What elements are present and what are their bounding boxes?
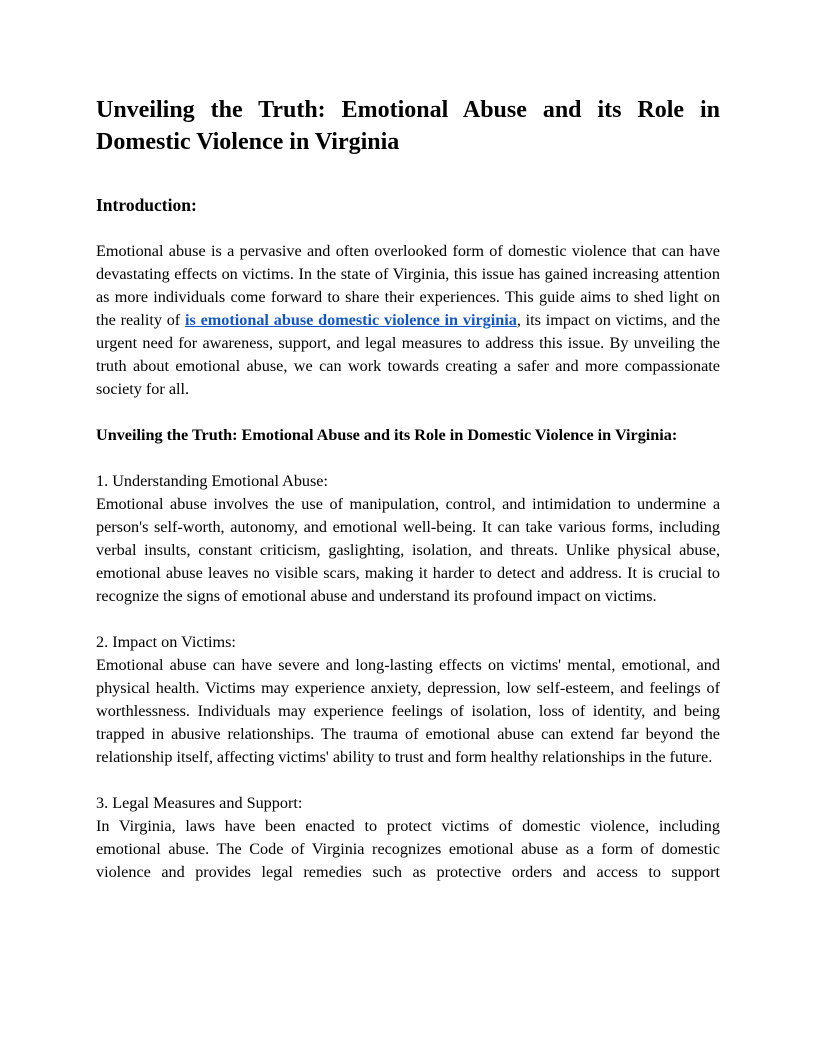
item-body: Emotional abuse involves the use of manipulation, control, and intimidation to undermine a person's self-worth, autonomy, and emotional well-being. It can take various forms, including verbal insults, constant criticism, gaslighting, isolation, and threats. Unlike physical abuse, emotional abuse leaves no visible scars, making it harder to detect and address. It is crucial to recognize the signs of emotional abuse and understand its profound impact on victims. [96,495,720,605]
document-title: Unveiling the Truth: Emotional Abuse and its Role in Domestic Violence in Virginia [96,97,720,155]
intro-paragraph [96,240,720,401]
section-heading: Unveiling the Truth: Emotional Abuse and its Role in Domestic Violence in Virginia: [96,426,678,444]
intro-heading: Introduction: [96,195,197,215]
intro-text-before-link: Emotional abuse is a pervasive and often overlooked form of domestic violence that can have devastating effects on victims. In the state of Virginia, this issue has gained increasing attention as more individuals come forward to share their experiences. This guide aims to shed light on the reality of [96,242,720,329]
item-impact [96,631,720,769]
item-title: 1. Understanding Emotional Abuse: [96,472,328,490]
item-body: In Virginia, laws have been enacted to protect victims of domestic violence, including emotional abuse. The Code of Virginia recognizes emotional abuse as a form of domestic violence and provides legal remedies such as protective orders and access to support [96,817,720,881]
item-title: 2. Impact on Victims: [96,633,236,651]
item-legal [96,792,720,884]
document-page [96,94,720,884]
intro-text-after-link: , its impact on victims, and the urgent need for awareness, support, and legal measures to address this issue. By unveiling the truth about emotional abuse, we can work towards creating a safer and more compassionate society for all. [96,311,721,398]
item-title: 3. Legal Measures and Support: [96,794,303,812]
item-understanding [96,470,720,608]
emotional-abuse-link[interactable]: is emotional abuse domestic violence in virginia [185,311,517,329]
item-body: Emotional abuse can have severe and long-lasting effects on victims' mental, emotional, and physical health. Victims may experience anxiety, depression, low self-esteem, and feelings of worthlessness. Individuals may experience feelings of isolation, loss of identity, and being trapped in abusive relationships. The trauma of emotional abuse can extend far beyond the relationship itself, affecting victims' ability to trust and form healthy relationships in the future. [96,656,720,766]
